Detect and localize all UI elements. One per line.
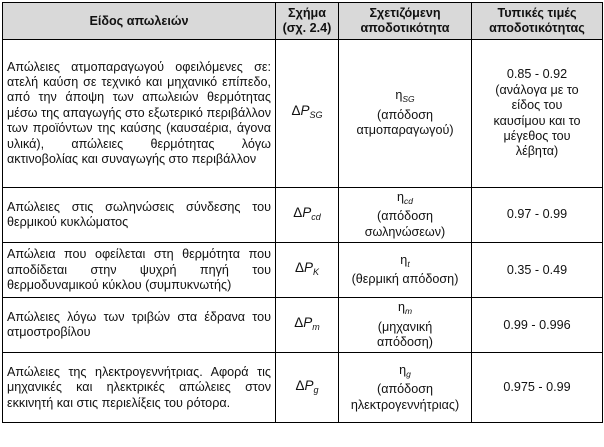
header-values-line2: αποδοτικότητας [489, 21, 585, 35]
header-shape-line2: (σχ. 2.4) [282, 21, 332, 35]
typical-values [472, 243, 603, 298]
header-loss-type-label: Είδος απωλειών [89, 13, 189, 28]
table-body [3, 40, 603, 423]
typical-values [472, 40, 603, 188]
loss-symbol [276, 353, 339, 423]
loss-symbol [276, 40, 339, 188]
loss-symbol-text: $\Delta P_m$ [294, 315, 320, 333]
typical-values [472, 298, 603, 353]
efficiency-name-line1: (απόδοση [377, 107, 433, 122]
value-line1: 0.85 - 0.92 [506, 67, 568, 82]
loss-symbol [276, 188, 339, 243]
loss-description: Απώλειες ατμοπαραγωγού οφειλόμενες σε: ατελή καύση σε τεχνικό και μηχανικό επίπεδο, από την άποψη των απωλειών θερμότητας μέσω της απαγωγής στο εξωτερικό περιβάλλον των προϊόντων της καύσης (καυσαέρια, άγονα υλικά), απώλειες θερμότητας λόγω ακτινοβολίας και συναγωγής στο περιβάλλον [3, 40, 276, 188]
related-efficiency [339, 188, 472, 243]
table-header [3, 3, 603, 40]
loss-description: Απώλειες λόγω των τριβών στα έδρανα του ατμοστροβίλου [3, 298, 276, 353]
loss-symbol [276, 243, 339, 298]
loss-symbol-text: $\Delta P_{SG}$ [291, 103, 323, 121]
efficiency-name-line1: (θερμική απόδοση) [351, 272, 459, 287]
table-row [3, 40, 603, 188]
value-line1: 0.97 - 0.99 [506, 207, 568, 222]
header-shape-line1: Σχήμα [288, 6, 326, 20]
loss-symbol-text: $\Delta P_{cd}$ [293, 204, 321, 222]
efficiency-name-line1: (μηχανική [377, 319, 433, 334]
loss-symbol-text: $\Delta P_g$ [295, 377, 319, 395]
loss-symbol-text: $\Delta P_K$ [294, 260, 320, 278]
efficiency-symbol: $\eta_g$ [399, 362, 411, 379]
table-row [3, 353, 603, 423]
value-line1: 0.99 - 0.996 [503, 317, 571, 332]
loss-symbol [276, 298, 339, 353]
value-line3: είδος του [511, 98, 563, 113]
header-row [3, 3, 603, 40]
efficiency-name-line1: (απόδοση [377, 209, 433, 224]
typical-values [472, 353, 603, 423]
value-line5: μέγεθος του [503, 128, 571, 143]
value-line2: (ανάλογα με το [495, 82, 579, 97]
loss-description: Απώλεια που οφείλεται στη θερμότητα που αποδίδεται στην ψυχρή πηγή του θερμοδυναμικού κύκλου (συμπυκνωτής) [3, 243, 276, 298]
header-efficiency [339, 3, 472, 40]
efficiency-name-line1: (απόδοση [377, 382, 433, 397]
header-shape [276, 3, 339, 40]
related-efficiency [339, 243, 472, 298]
efficiency-name-line2: απόδοση) [377, 335, 433, 350]
value-line1: 0.35 - 0.49 [506, 262, 568, 277]
efficiency-name-line2: ατμοπαραγωγού) [356, 123, 454, 138]
efficiency-symbol: $\eta_m$ [397, 300, 413, 317]
efficiency-symbol: $\eta_t$ [400, 252, 410, 269]
related-efficiency [339, 40, 472, 188]
table-row [3, 188, 603, 243]
value-line1: 0.975 - 0.99 [503, 380, 571, 395]
related-efficiency [339, 298, 472, 353]
efficiency-symbol: $\eta_{cd}$ [397, 190, 413, 206]
efficiency-name-line2: σωληνώσεων) [364, 224, 446, 239]
header-efficiency-line2: αποδοτικότητα [360, 21, 450, 35]
efficiency-name-line2: ηλεκτρογεννήτριας) [350, 397, 460, 412]
table-row [3, 243, 603, 298]
header-values-line1: Τυπικές τιμές [497, 6, 577, 20]
loss-description: Απώλειες της ηλεκτρογεννήτριας. Αφορά τις μηχανικές και ηλεκτρικές απώλειες στον εκκινητή και στις περιελίξεις του ρότορα. [3, 353, 276, 423]
header-typical-values [472, 3, 603, 40]
value-line6: λέβητα) [515, 144, 559, 159]
efficiency-symbol: $\eta_{SG}$ [395, 88, 415, 105]
header-loss-type [3, 3, 276, 40]
header-efficiency-line1: Σχετιζόμενη [369, 6, 441, 20]
loss-description: Απώλειες στις σωληνώσεις σύνδεσης του θερμικού κυκλώματος [3, 188, 276, 243]
value-line4: καυσίμου και το [493, 113, 581, 128]
table-row [3, 298, 603, 353]
related-efficiency [339, 353, 472, 423]
losses-efficiency-table [2, 2, 603, 423]
typical-values [472, 188, 603, 243]
